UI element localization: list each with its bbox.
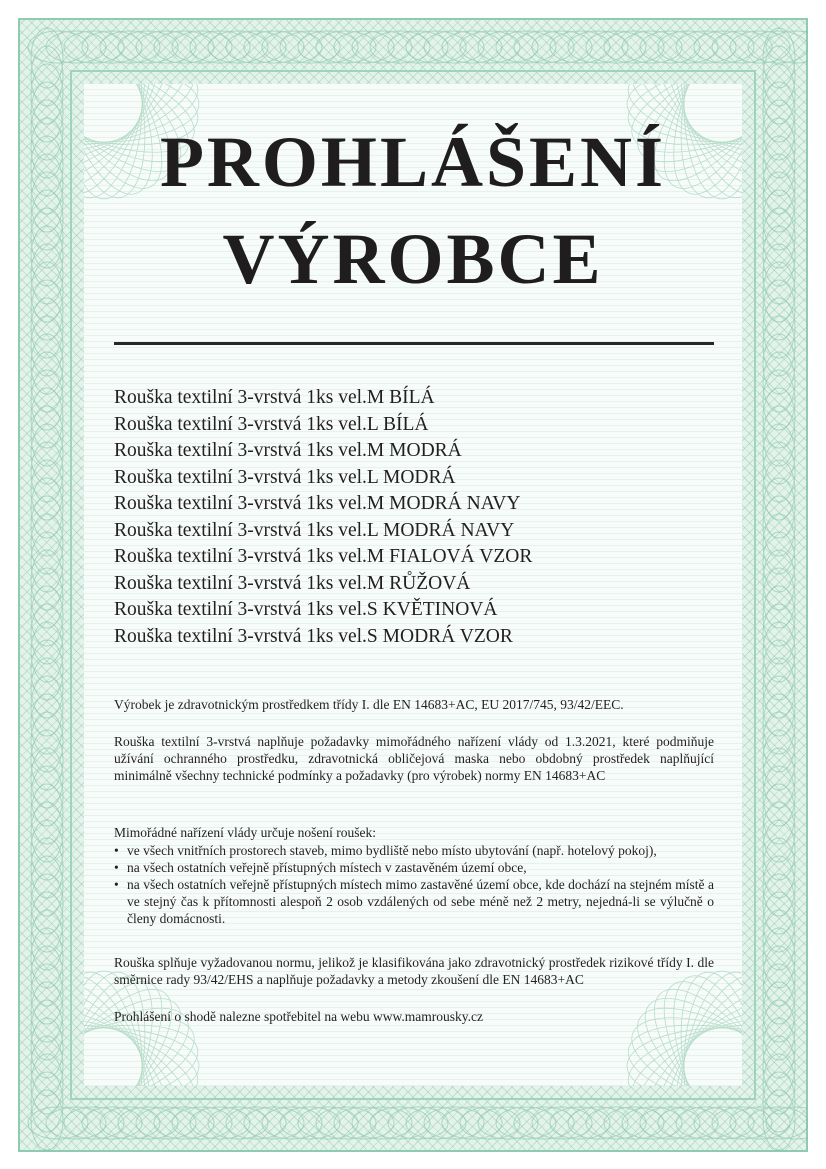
regulation-bullet: • ve všech vnitřních prostorech staveb, mimo bydliště nebo místo ubytování (např. hotelový pokoj),	[114, 842, 714, 859]
guilloche-loop	[763, 550, 795, 610]
guilloche-loop	[31, 586, 63, 646]
guilloche-loop	[763, 118, 795, 178]
guilloche-loop	[226, 1107, 286, 1139]
product-item: Rouška textilní 3-vrstvá 1ks vel.L MODRÁ	[114, 466, 456, 488]
guilloche-loop	[31, 262, 63, 322]
guilloche-loop	[82, 1107, 142, 1139]
guilloche-loop	[550, 31, 610, 63]
guilloche-loop	[31, 946, 63, 1006]
guilloche-loop	[31, 1018, 63, 1078]
guilloche-loop	[763, 820, 795, 880]
guilloche-loop	[424, 1107, 484, 1139]
guilloche-loop	[763, 460, 795, 520]
guilloche-loop	[31, 136, 63, 196]
guilloche-loop	[442, 1107, 502, 1139]
guilloche-loop	[154, 31, 214, 63]
guilloche-loop	[763, 82, 795, 142]
guilloche-loop	[31, 244, 63, 304]
guilloche-loop	[31, 766, 63, 826]
guilloche-loop	[763, 856, 795, 916]
guilloche-loop	[334, 1107, 394, 1139]
guilloche-loop	[763, 388, 795, 448]
guilloche-loop	[763, 154, 795, 214]
guilloche-loop	[514, 1107, 574, 1139]
guilloche-loop	[280, 31, 340, 63]
guilloche-loop	[190, 31, 250, 63]
guilloche-loop	[763, 298, 795, 358]
product-item: Rouška textilní 3-vrstvá 1ks vel.M FIALOVÁ VZOR	[114, 546, 533, 567]
guilloche-loop	[694, 31, 754, 63]
guilloche-loop	[64, 1107, 124, 1139]
guilloche-loop	[136, 1107, 196, 1139]
guilloche-loop	[31, 316, 63, 376]
guilloche-loop	[763, 532, 795, 592]
guilloche-loop	[532, 31, 592, 63]
guilloche-loop	[31, 1036, 63, 1096]
guilloche-loop	[31, 964, 63, 1024]
guilloche-loop	[763, 964, 795, 1024]
guilloche-loop	[31, 838, 63, 898]
guilloche-loop	[763, 370, 795, 430]
guilloche-loop	[763, 100, 795, 160]
guilloche-loop	[550, 1107, 610, 1139]
guilloche-loop	[568, 31, 628, 63]
product-item: Rouška textilní 3-vrstvá 1ks vel.M RŮŽOVÁ	[114, 572, 471, 594]
guilloche-loop	[763, 1036, 795, 1096]
guilloche-loop	[460, 31, 520, 63]
guilloche-loop	[658, 31, 718, 63]
guilloche-loop	[31, 388, 63, 448]
guilloche-loop	[763, 712, 795, 772]
guilloche-loop	[31, 514, 63, 574]
guilloche-loop	[763, 586, 795, 646]
guilloche-loop	[352, 1107, 412, 1139]
guilloche-loop	[694, 1107, 754, 1139]
guilloche-loop	[763, 334, 795, 394]
guilloche-loop	[31, 532, 63, 592]
guilloche-loop	[226, 31, 286, 63]
guilloche-loop	[763, 64, 795, 124]
guilloche-loop	[763, 568, 795, 628]
guilloche-loop	[424, 31, 484, 63]
guilloche-loop	[568, 1107, 628, 1139]
guilloche-loop	[763, 136, 795, 196]
guilloche-loop	[31, 172, 63, 232]
guilloche-loop	[208, 1107, 268, 1139]
guilloche-loop	[172, 1107, 232, 1139]
guilloche-loop	[763, 802, 795, 862]
guilloche-loop	[31, 154, 63, 214]
guilloche-loop	[31, 712, 63, 772]
guilloche-loop	[31, 874, 63, 934]
guilloche-loop	[640, 1107, 700, 1139]
guilloche-loop	[763, 46, 795, 106]
guilloche-loop	[31, 460, 63, 520]
guilloche-loop	[31, 820, 63, 880]
guilloche-loop	[100, 1107, 160, 1139]
guilloche-loop	[31, 730, 63, 790]
guilloche-loop	[46, 31, 106, 63]
guilloche-loop	[406, 31, 466, 63]
guilloche-loop	[31, 748, 63, 808]
product-item: Rouška textilní 3-vrstvá 1ks vel.M MODRÁ NAVY	[114, 493, 521, 514]
guilloche-loop	[244, 1107, 304, 1139]
document-title-line1: PROHLÁŠENÍ	[159, 122, 667, 202]
guilloche-loop	[676, 1107, 736, 1139]
guilloche-loop	[31, 784, 63, 844]
guilloche-loop	[763, 694, 795, 754]
guilloche-loop	[763, 406, 795, 466]
guilloche-loop	[31, 910, 63, 970]
guilloche-loop	[388, 31, 448, 63]
guilloche-loop	[763, 478, 795, 538]
guilloche-loop	[244, 31, 304, 63]
guilloche-loop	[622, 31, 682, 63]
guilloche-loop	[31, 496, 63, 556]
guilloche-loop	[262, 1107, 322, 1139]
guilloche-loop	[730, 31, 790, 63]
guilloche-loop	[31, 550, 63, 610]
guilloche-loop	[478, 1107, 538, 1139]
guilloche-loop	[31, 226, 63, 286]
guilloche-loop	[316, 31, 376, 63]
guilloche-loop	[31, 46, 63, 106]
guilloche-loop	[370, 1107, 430, 1139]
guilloche-loop	[31, 208, 63, 268]
guilloche-loop	[763, 28, 795, 88]
guilloche-loop	[31, 64, 63, 124]
guilloche-loop	[316, 1107, 376, 1139]
guilloche-loop	[31, 370, 63, 430]
product-item: Rouška textilní 3-vrstvá 1ks vel.M MODRÁ	[114, 440, 462, 461]
guilloche-loop	[763, 892, 795, 952]
guilloche-loop	[280, 1107, 340, 1139]
guilloche-loop	[763, 1000, 795, 1060]
guilloche-loop	[658, 1107, 718, 1139]
guilloche-loop	[262, 31, 322, 63]
guilloche-loop	[31, 658, 63, 718]
guilloche-loop	[763, 1072, 795, 1132]
guilloche-loop	[31, 694, 63, 754]
guilloche-loop	[118, 1107, 178, 1139]
guilloche-loop	[31, 82, 63, 142]
guilloche-loop	[763, 244, 795, 304]
guilloche-loop	[676, 31, 736, 63]
guilloche-loop	[31, 406, 63, 466]
guilloche-loop	[586, 1107, 646, 1139]
guilloche-loop	[532, 1107, 592, 1139]
guilloche-loop	[31, 1072, 63, 1132]
classification-paragraph: Výrobek je zdravotnickým prostředkem třídy I. dle EN 14683+AC, EU 2017/745, 93/42/EEC.	[114, 697, 624, 712]
guilloche-loop	[31, 568, 63, 628]
guilloche-loop	[763, 496, 795, 556]
guilloche-loop	[31, 1000, 63, 1060]
guilloche-loop	[763, 352, 795, 412]
guilloche-loop	[763, 172, 795, 232]
guilloche-loop	[31, 640, 63, 700]
guilloche-loop	[31, 676, 63, 736]
guilloche-loop	[478, 31, 538, 63]
guilloche-loop	[730, 1107, 790, 1139]
guilloche-loop	[31, 100, 63, 160]
regulation-intro: Mimořádné nařízení vlády určuje nošení roušek:	[114, 825, 377, 840]
product-item: Rouška textilní 3-vrstvá 1ks vel.S KVĚTINOVÁ	[114, 599, 498, 620]
product-item: Rouška textilní 3-vrstvá 1ks vel.L MODRÁ NAVY	[114, 519, 515, 541]
guilloche-loop	[514, 31, 574, 63]
guilloche-loop	[763, 928, 795, 988]
guilloche-loop	[172, 31, 232, 63]
guilloche-loop	[496, 1107, 556, 1139]
title-divider	[114, 342, 714, 345]
guilloche-loop	[298, 31, 358, 63]
requirements-paragraph: Rouška textilní 3-vrstvá naplňuje požadavky mimořádného nařízení vlády od 1.3.2021, které podmiňuje užívání ochranného prostředku, zdravotnická obličejová maska nebo obdobný prostředek naplňující minimálně všechny technické podmínky a požadavky (pro výrobek) normy EN 14683+AC	[114, 734, 714, 783]
guilloche-loop	[763, 190, 795, 250]
guilloche-loop	[136, 31, 196, 63]
guilloche-loop	[352, 31, 412, 63]
guilloche-loop	[406, 1107, 466, 1139]
guilloche-loop	[640, 31, 700, 63]
guilloche-loop	[31, 352, 63, 412]
guilloche-loop	[604, 1107, 664, 1139]
guilloche-loop	[154, 1107, 214, 1139]
guilloche-loop	[763, 784, 795, 844]
guilloche-loop	[31, 118, 63, 178]
regulation-bullet: • na všech ostatních veřejně přístupných místech v zastavěném území obce,	[114, 859, 714, 876]
guilloche-loop	[442, 31, 502, 63]
guilloche-loop	[763, 280, 795, 340]
guilloche-loop	[763, 766, 795, 826]
guilloche-loop	[763, 730, 795, 790]
guilloche-loop	[586, 31, 646, 63]
regulation-bullet-list	[114, 842, 714, 927]
guilloche-loop	[82, 31, 142, 63]
guilloche-loop	[370, 31, 430, 63]
guilloche-loop	[763, 316, 795, 376]
guilloche-loop	[604, 31, 664, 63]
guilloche-loop	[31, 478, 63, 538]
guilloche-loop	[763, 748, 795, 808]
guilloche-loop	[31, 442, 63, 502]
guilloche-loop	[31, 334, 63, 394]
guilloche-loop	[31, 190, 63, 250]
guilloche-loop	[496, 31, 556, 63]
guilloche-loop	[31, 298, 63, 358]
product-list	[114, 385, 532, 650]
guilloche-loop	[118, 31, 178, 63]
guilloche-loop	[763, 658, 795, 718]
website-paragraph: Prohlášení o shodě nalezne spotřebitel na webu www.mamrousky.cz	[114, 1009, 484, 1024]
guilloche-loop	[31, 856, 63, 916]
guilloche-loop	[190, 1107, 250, 1139]
guilloche-loop	[763, 604, 795, 664]
guilloche-loop	[64, 31, 124, 63]
guilloche-loop	[31, 280, 63, 340]
document-title-line2: VÝROBCE	[222, 219, 604, 299]
guilloche-loop	[31, 604, 63, 664]
guilloche-loop	[31, 892, 63, 952]
guilloche-loop	[763, 910, 795, 970]
product-item: Rouška textilní 3-vrstvá 1ks vel.S MODRÁ VZOR	[114, 625, 513, 647]
guilloche-loop	[763, 424, 795, 484]
guilloche-loop	[334, 31, 394, 63]
guilloche-loop	[46, 1107, 106, 1139]
guilloche-loop	[388, 1107, 448, 1139]
guilloche-loop	[208, 31, 268, 63]
guilloche-loop	[763, 838, 795, 898]
guilloche-loop	[100, 31, 160, 63]
guilloche-loop	[763, 208, 795, 268]
guilloche-loop	[763, 946, 795, 1006]
guilloche-loop	[763, 1018, 795, 1078]
guilloche-loop	[763, 442, 795, 502]
guilloche-loop	[31, 982, 63, 1042]
guilloche-loop	[460, 1107, 520, 1139]
guilloche-loop	[763, 874, 795, 934]
guilloche-loop	[622, 1107, 682, 1139]
guilloche-loop	[31, 802, 63, 862]
guilloche-loop	[763, 226, 795, 286]
guilloche-loop	[763, 1090, 795, 1150]
product-item: Rouška textilní 3-vrstvá 1ks vel.L BÍLÁ	[114, 413, 429, 435]
guilloche-loop	[748, 31, 808, 63]
guilloche-loop	[31, 424, 63, 484]
guilloche-loop	[748, 1107, 808, 1139]
guilloche-loop	[763, 982, 795, 1042]
guilloche-loop	[763, 262, 795, 322]
guilloche-loop	[763, 676, 795, 736]
guilloche-loop	[763, 514, 795, 574]
guilloche-loop	[31, 1054, 63, 1114]
guilloche-loop	[763, 622, 795, 682]
regulation-bullet: • na všech ostatních veřejně přístupných místech mimo zastavěné území obce, kde dochází na stejném místě a ve stejný čas k přítomnosti alespoň 2 osob vzdálených od sebe méně než 2 metry, nejedná-li se výlučně o členy domácnosti.	[114, 876, 714, 927]
guilloche-loop	[763, 640, 795, 700]
guilloche-loop	[298, 1107, 358, 1139]
guilloche-loop	[763, 1054, 795, 1114]
guilloche-loop	[31, 928, 63, 988]
guilloche-loop	[31, 622, 63, 682]
norm-paragraph: Rouška splňuje vyžadovanou normu, jelikož je klasifikována jako zdravotnický prostředek rizikové třídy I. dle směrnice rady 93/42/EHS a naplňuje požadavky a metody zkoušení dle EN 14683+AC	[114, 955, 714, 987]
product-item: Rouška textilní 3-vrstvá 1ks vel.M BÍLÁ	[114, 387, 435, 408]
